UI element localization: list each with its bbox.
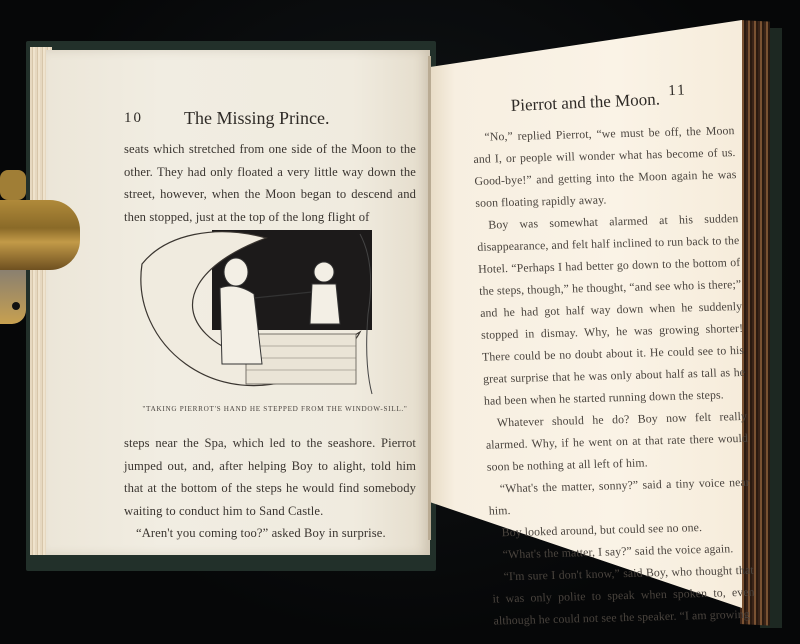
paragraph: seats which stretched from one side of the Moon to the other. They had only floated a very little way down the street, however, when the Moon began to descend and then stopped, just at the top of the long flight of [124,142,416,224]
paragraph: “What's the matter, sonny?” said a tiny voice near him. [488,474,751,518]
paragraph: “No,” replied Pierrot, “we must be off, the Moon and I, or people will wonder what has become of us. Good-bye!” and getting into the Moon again he was soon floating rapidly away. [473,123,737,210]
brass-clasp [0,160,80,328]
moon-illustration [136,224,404,402]
paragraph: Whatever should he do? Boy now felt really alarmed. Why, if he went on at that rate there would soon be nothing at all left of him. [485,408,749,474]
paragraph: steps near the Spa, which led to the seashore. Pierrot jumped out, and, after helping Boy to alight, told him that at the bottom of the steps he would find somebody waiting to conduct him to Sand Castle. [124,436,416,518]
right-text [472,119,756,631]
book-gutter [428,56,431,540]
left-page-number: 10 [124,110,143,126]
illustration-caption: "TAKING PIERROT'S HAND HE STEPPED FROM THE WINDOW-SILL." [142,405,408,413]
left-running-title: The Missing Prince. [184,108,330,128]
paragraph: Boy was somewhat alarmed at his sudden disappearance, and felt half inclined to run back to the Hotel. “Perhaps I had better go down to the bottom of the steps, though,” he thought, “and see who is there;” and he had got half way down when he suddenly stopped in dismay. Why, he was growing shorter! There could be no doubt about it. He could see to his great surprise that he was only about half as tall as he had been when he started running down the steps. [476,211,746,408]
paragraph: Boy looked around, but could see no one. [501,520,703,540]
paragraph: “What's the matter, I say?” said the voice again. [502,541,734,562]
left-text-bottom [124,432,416,545]
right-page-number: 11 [667,82,688,100]
left-text-top [124,138,416,228]
right-running-title: Pierrot and the Moon. [510,89,661,115]
paragraph: “I'm sure I don't know,” said Boy, who thought that it was only polite to speak when spoken to, even although he could not see the speaker. “I am growing [492,562,755,628]
paragraph: “Aren't you coming too?” asked Boy in surprise. [136,526,386,540]
